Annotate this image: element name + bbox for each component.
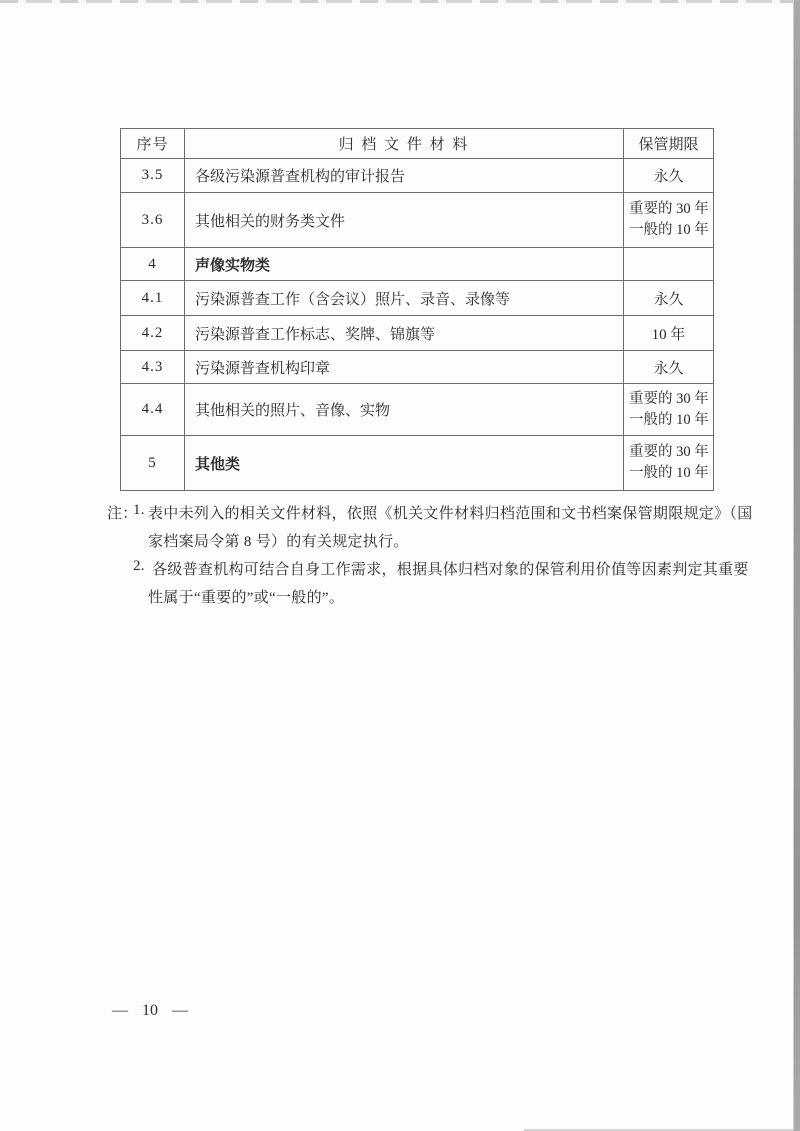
cell-serial: 5 — [121, 436, 185, 491]
note-1-number: 1. — [133, 502, 145, 518]
note-1-line-1: 表中未列入的相关文件材料，依照《机关文件材料归档范围和文书档案保管期限规定》（国 — [148, 506, 753, 522]
cell-serial: 4.1 — [121, 281, 185, 316]
cell-material: 污染源普查工作（含会议）照片、录音、录像等 — [185, 281, 624, 316]
retention-line: 重要的 30 年 — [629, 444, 709, 460]
table-row — [121, 193, 714, 248]
archive-retention-table — [120, 128, 714, 491]
cell-serial: 3.5 — [121, 159, 185, 193]
col-header-retention: 保管期限 — [624, 129, 714, 159]
cell-retention: 10 年 — [624, 316, 714, 351]
cell-serial: 4.4 — [121, 384, 185, 436]
cell-material: 其他相关的财务类文件 — [185, 193, 624, 248]
cell-retention: 永久 — [624, 159, 714, 193]
cell-serial: 3.6 — [121, 193, 185, 248]
cell-material: 各级污染源普查机构的审计报告 — [185, 159, 624, 193]
table-row — [121, 159, 714, 193]
table-row — [121, 351, 714, 384]
note-2-number: 2. — [133, 558, 145, 574]
notes-label: 注： — [107, 506, 138, 522]
note-1-line-2: 家档案局令第 8 号）的有关规定执行。 — [148, 534, 409, 550]
col-header-serial: 序号 — [121, 129, 185, 159]
page-number: — 10 — — [112, 1002, 188, 1019]
table-row — [121, 316, 714, 351]
cell-material: 污染源普查机构印章 — [185, 351, 624, 384]
col-header-material: 归 档 文 件 材 料 — [185, 129, 624, 159]
table-row-category — [121, 436, 714, 491]
cell-serial: 4 — [121, 248, 185, 281]
cell-retention — [624, 193, 714, 248]
table-row-category — [121, 248, 714, 281]
table-row — [121, 281, 714, 316]
cell-material: 声像实物类 — [185, 248, 624, 281]
cell-retention: 永久 — [624, 351, 714, 384]
table-header-row — [121, 129, 714, 159]
retention-line: 一般的 10 年 — [629, 222, 709, 238]
retention-line: 一般的 10 年 — [629, 411, 709, 428]
cell-material: 污染源普查工作标志、奖牌、锦旗等 — [185, 316, 624, 351]
cell-retention — [624, 436, 714, 491]
cell-retention: 永久 — [624, 281, 714, 316]
note-2-line-2: 性属于“重要的”或“一般的”。 — [148, 590, 345, 606]
retention-line: 重要的 30 年 — [629, 201, 709, 217]
scan-edge-right — [793, 0, 800, 1131]
retention-line: 一般的 10 年 — [629, 465, 709, 481]
cell-material: 其他相关的照片、音像、实物 — [185, 384, 624, 436]
cell-serial: 4.2 — [121, 316, 185, 351]
retention-line: 重要的 30 年 — [629, 390, 709, 407]
note-2-line-1: 各级普查机构可结合自身工作需求，根据具体归档对象的保管利用价值等因素判定其重要 — [152, 562, 749, 578]
cell-serial: 4.3 — [121, 351, 185, 384]
table-row — [121, 384, 714, 436]
cell-retention-empty — [624, 248, 714, 281]
cell-retention — [624, 384, 714, 436]
scan-edge-top — [0, 0, 800, 3]
cell-material: 其他类 — [185, 436, 624, 491]
